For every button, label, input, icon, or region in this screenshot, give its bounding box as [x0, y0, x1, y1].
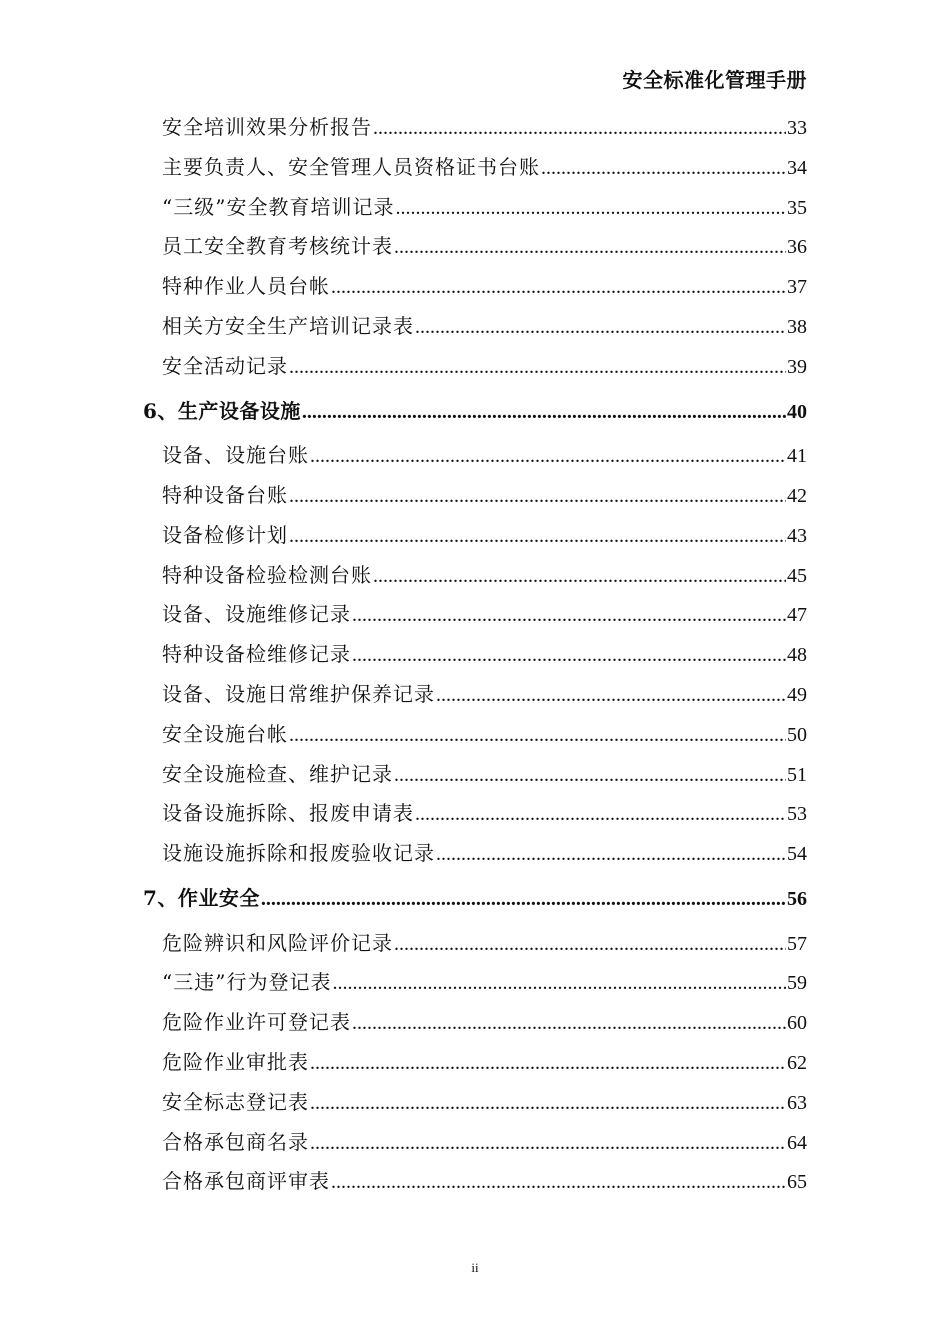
- toc-dot-leader: [373, 557, 786, 597]
- toc-entry[interactable]: [143, 834, 807, 874]
- toc-page-number: 37: [787, 276, 807, 299]
- toc-entry[interactable]: [143, 188, 807, 228]
- toc-page-number: 45: [787, 564, 807, 587]
- toc-entry-label: 特种设备台账: [162, 482, 288, 507]
- toc-entry-label: 6、生产设备设施: [143, 398, 301, 423]
- toc-entry-label: 设备、设施台账: [162, 443, 309, 468]
- toc-entry[interactable]: [143, 1123, 807, 1163]
- toc-dot-leader: [394, 925, 786, 965]
- toc-dot-leader: [352, 636, 786, 676]
- toc-entry-label: 设备、设施维修记录: [162, 602, 351, 627]
- toc-entry-label: 7、作业安全: [143, 885, 260, 910]
- toc-page-number: 48: [787, 644, 807, 667]
- toc-page-number: 35: [787, 196, 807, 219]
- toc-entry-label: “三级”安全教育培训记录: [162, 194, 395, 219]
- toc-dot-leader: [415, 795, 786, 835]
- toc-page-number: 62: [787, 1051, 807, 1074]
- toc-entry-label: 安全设施检查、维护记录: [162, 761, 393, 786]
- toc-entry[interactable]: [143, 963, 807, 1003]
- toc-page-number: 49: [787, 683, 807, 706]
- toc-dot-leader: [352, 596, 786, 636]
- toc-page-number: 53: [787, 803, 807, 826]
- toc-page-number: 57: [787, 932, 807, 955]
- toc-entry-label: 危险辨识和风险评价记录: [162, 930, 393, 955]
- toc-dot-leader: [373, 109, 786, 149]
- toc-entry-label: 危险作业许可登记表: [162, 1010, 351, 1035]
- toc-page-number: 47: [787, 604, 807, 627]
- toc-page-number: 50: [787, 723, 807, 746]
- toc-entry-label: 安全活动记录: [162, 353, 288, 378]
- toc-page-number: 51: [787, 763, 807, 786]
- toc-page-number: 36: [787, 236, 807, 259]
- toc-dot-leader: [436, 835, 786, 875]
- toc-page-number: 56: [787, 887, 807, 910]
- toc-entry[interactable]: [143, 476, 807, 516]
- toc-dot-leader: [541, 149, 786, 189]
- toc-dot-leader: [394, 228, 786, 268]
- toc-entry[interactable]: [143, 675, 807, 715]
- toc-dot-leader: [332, 964, 786, 1004]
- toc-dot-leader: [395, 189, 786, 229]
- toc-page-number: 39: [787, 355, 807, 378]
- toc-entry[interactable]: [143, 436, 807, 476]
- toc-entry-label: 设施设施拆除和报废验收记录: [162, 841, 435, 866]
- toc-entry[interactable]: [143, 267, 807, 307]
- toc-entry-label: 相关方安全生产培训记录表: [162, 313, 414, 338]
- toc-page-number: 40: [787, 400, 807, 423]
- toc-page-number: 64: [787, 1131, 807, 1154]
- toc-page-number: 54: [787, 843, 807, 866]
- toc-entry[interactable]: [143, 924, 807, 964]
- page-header-title: 安全标准化管理手册: [622, 68, 807, 92]
- toc-entry[interactable]: [143, 227, 807, 267]
- toc-dot-leader: [289, 716, 786, 756]
- toc-page-number: 63: [787, 1091, 807, 1114]
- toc-entry-label: 安全标志登记表: [162, 1089, 309, 1114]
- toc-entry-label: 特种设备检验检测台账: [162, 562, 372, 587]
- toc-entry[interactable]: [143, 347, 807, 387]
- toc-page-number: 65: [787, 1171, 807, 1194]
- toc-dot-leader: [310, 1084, 786, 1124]
- toc-dot-leader: [331, 268, 786, 308]
- toc-entry-label: 危险作业审批表: [162, 1049, 309, 1074]
- footer-page-number: ii: [471, 1260, 479, 1275]
- toc-entry[interactable]: [143, 794, 807, 834]
- toc-entry-label: 安全培训效果分析报告: [162, 115, 372, 139]
- toc-dot-leader: [352, 1004, 786, 1044]
- toc-page-number: 59: [787, 972, 807, 995]
- toc-page-number: 38: [787, 315, 807, 338]
- toc-dot-leader: [261, 875, 786, 925]
- toc-entry[interactable]: [143, 635, 807, 675]
- toc-entry[interactable]: [143, 715, 807, 755]
- toc-section-heading[interactable]: [143, 387, 807, 437]
- toc-entry-label: 设备、设施日常维护保养记录: [162, 681, 435, 706]
- toc-entry-label: 设备设施拆除、报废申请表: [162, 801, 414, 826]
- toc-page-number: 60: [787, 1012, 807, 1035]
- toc-entry-label: 特种作业人员台帐: [162, 274, 330, 299]
- toc-page-number: 34: [787, 156, 807, 179]
- toc-page-number: 41: [787, 445, 807, 468]
- toc-page-number: 43: [787, 524, 807, 547]
- toc-entry-label: 员工安全教育考核统计表: [162, 234, 393, 259]
- toc-dot-leader: [436, 676, 786, 716]
- toc-dot-leader: [310, 1124, 786, 1164]
- toc-page-number: 33: [787, 117, 807, 139]
- toc-entry[interactable]: [143, 1162, 807, 1202]
- toc-entry[interactable]: [143, 516, 807, 556]
- toc-entry-label: 合格承包商评审表: [162, 1169, 330, 1194]
- table-of-contents: [143, 108, 807, 1202]
- toc-page-number: 42: [787, 484, 807, 507]
- toc-entry-label: 安全设施台帐: [162, 721, 288, 746]
- toc-entry-label: 特种设备检维修记录: [162, 642, 351, 667]
- toc-entry[interactable]: [143, 148, 807, 188]
- toc-entry[interactable]: [143, 595, 807, 635]
- toc-dot-leader: [289, 477, 786, 517]
- toc-dot-leader: [302, 388, 786, 438]
- toc-dot-leader: [394, 756, 786, 796]
- toc-dot-leader: [310, 1044, 786, 1084]
- toc-entry-label: 主要负责人、安全管理人员资格证书台账: [162, 154, 540, 179]
- toc-entry[interactable]: [143, 1003, 807, 1043]
- toc-entry[interactable]: [143, 1083, 807, 1123]
- toc-entry[interactable]: [143, 1043, 807, 1083]
- toc-dot-leader: [289, 517, 786, 557]
- toc-dot-leader: [331, 1163, 786, 1203]
- toc-entry-label: 设备检修计划: [162, 522, 288, 547]
- toc-entry-label: 合格承包商名录: [162, 1129, 309, 1154]
- toc-entry-label: “三违”行为登记表: [162, 970, 332, 995]
- toc-dot-leader: [415, 308, 786, 348]
- toc-entry[interactable]: [143, 556, 807, 596]
- toc-section-heading[interactable]: [143, 874, 807, 924]
- toc-entry[interactable]: [143, 108, 807, 148]
- toc-entry[interactable]: [143, 755, 807, 795]
- toc-dot-leader: [310, 437, 786, 477]
- toc-dot-leader: [289, 348, 786, 388]
- toc-entry[interactable]: [143, 307, 807, 347]
